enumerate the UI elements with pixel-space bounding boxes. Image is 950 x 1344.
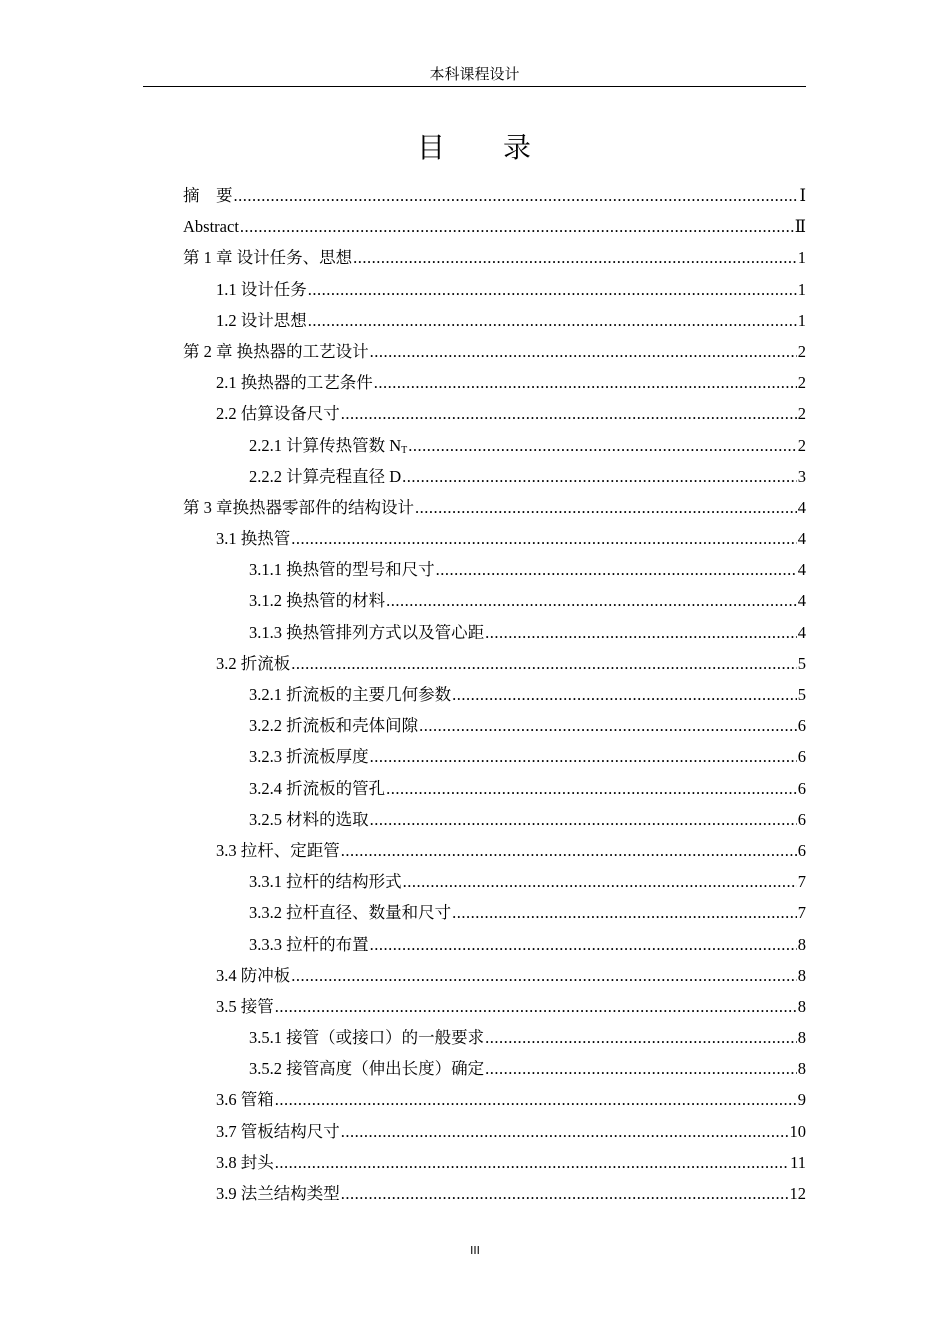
toc-entry-label <box>216 991 274 1022</box>
toc-entry[interactable] <box>183 991 806 1022</box>
toc-entry[interactable] <box>183 398 806 429</box>
toc-entry[interactable] <box>183 1147 806 1178</box>
toc-entry-label <box>249 1053 484 1084</box>
toc-entry-label <box>216 1116 340 1147</box>
toc-leader-dots <box>374 367 797 398</box>
toc-entry-label <box>216 1178 340 1209</box>
toc-entry-label-text: 3.9 法兰结构类型 <box>216 1184 340 1203</box>
toc-entry[interactable] <box>183 960 806 991</box>
toc-leader-dots <box>485 1022 797 1053</box>
toc-entry-page: 2 <box>797 341 806 361</box>
toc-entry-label-text: 3.8 封头 <box>216 1152 274 1172</box>
toc-entry[interactable] <box>183 929 806 960</box>
toc-leader-dots <box>370 929 797 960</box>
toc-entry-label <box>249 585 385 616</box>
toc-entry-label-text: 3.2.5 材料的选取 <box>249 809 369 829</box>
toc-entry-label <box>216 305 307 336</box>
toc-entry-page: 4 <box>797 529 806 549</box>
toc-leader-dots <box>386 585 797 616</box>
toc-entry[interactable] <box>183 1084 806 1115</box>
toc-entry[interactable] <box>183 523 806 554</box>
toc-leader-dots <box>386 773 797 804</box>
page-number: III <box>470 1244 480 1257</box>
toc-entry[interactable] <box>183 492 806 523</box>
toc-entry-label-text: 3.1.1 换热管的型号和尺寸 <box>249 560 435 580</box>
toc-entry-page: 6 <box>797 747 806 767</box>
toc-entry-label-text: 3.2 折流板 <box>216 653 291 673</box>
toc-title <box>0 128 950 168</box>
toc-entry[interactable] <box>183 648 806 679</box>
toc-entry-label-text: 3.2.2 折流板和壳体间隙 <box>249 716 419 736</box>
toc-leader-dots <box>275 1147 789 1178</box>
toc-leader-dots <box>370 741 797 772</box>
toc-leader-dots <box>353 242 797 273</box>
toc-entry-label-text: 2.1 换热器的工艺条件 <box>216 373 373 393</box>
toc-entry[interactable] <box>183 336 806 367</box>
toc-entry-label-text: 2.2.2 计算壳程直径 D <box>249 466 402 486</box>
toc-entry-label-text: 第 2 章 换热器的工艺设计 <box>183 341 369 361</box>
toc-entry-label <box>249 804 369 835</box>
toc-entry-page: 1 <box>797 248 806 268</box>
toc-entry[interactable] <box>183 274 806 305</box>
toc-leader-dots <box>370 804 797 835</box>
toc-entry[interactable] <box>183 773 806 804</box>
toc-entry-label <box>183 492 414 523</box>
toc-entry[interactable] <box>183 180 806 211</box>
toc-entry-page: Ⅱ <box>794 217 806 237</box>
toc-entry-page: 4 <box>797 560 806 580</box>
toc-entry-page: 4 <box>797 497 806 517</box>
header-rule <box>143 86 806 87</box>
toc-entry-label-text: 2.2.1 计算传热管数 N <box>249 435 402 455</box>
toc-entry-page: 1 <box>797 310 806 330</box>
toc-entry[interactable] <box>183 211 806 242</box>
toc-leader-dots <box>452 679 797 710</box>
toc-leader-dots <box>291 960 797 991</box>
toc-entry-page: 8 <box>797 934 806 954</box>
toc-entry-label-text: 第 1 章 设计任务、思想 <box>183 248 353 268</box>
toc-entry[interactable] <box>183 1022 806 1053</box>
toc-entry[interactable] <box>183 305 806 336</box>
toc-leader-dots <box>452 897 797 928</box>
toc-entry[interactable] <box>183 679 806 710</box>
toc-entry-label <box>249 773 385 804</box>
toc-entry-page: 8 <box>797 996 806 1016</box>
toc-entry-label-text: 1.1 设计任务 <box>216 279 307 299</box>
toc-entry[interactable] <box>183 835 806 866</box>
toc-entry-page: 4 <box>797 591 806 611</box>
toc-title-part2: 录 <box>503 131 534 164</box>
toc-leader-dots <box>402 461 797 492</box>
toc-entry-label <box>216 1147 274 1178</box>
toc-entry-page: 6 <box>797 778 806 798</box>
toc-entry-label-subscript: T <box>401 444 408 456</box>
toc-entry[interactable] <box>183 430 806 461</box>
toc-entry[interactable] <box>183 1116 806 1147</box>
toc-leader-dots <box>419 710 797 741</box>
toc-entry-page: 6 <box>797 840 806 860</box>
toc-entry-page: 2 <box>797 404 806 424</box>
toc-entry-label-text: 3.6 管箱 <box>216 1090 274 1110</box>
toc-entry-label-text: 第 3 章换热器零部件的结构设计 <box>183 497 414 517</box>
toc-entry-label-text: 3.1.2 换热管的材料 <box>249 591 386 611</box>
toc-entry-page: 12 <box>789 1184 806 1203</box>
toc-entry-label-text: 3.5 接管 <box>216 996 274 1016</box>
toc-entry-label <box>183 180 233 211</box>
toc-entry-label-text: 3.1.3 换热管排列方式以及管心距 <box>249 622 485 642</box>
toc-leader-dots <box>291 648 797 679</box>
toc-leader-dots <box>415 492 797 523</box>
toc-entry-label <box>216 367 373 398</box>
toc-entry-label-text: 3.3.2 拉杆直径、数量和尺寸 <box>249 903 452 923</box>
toc-entry-label <box>183 211 239 242</box>
toc-entry-label <box>249 897 451 928</box>
toc-entry-page: 1 <box>797 279 806 299</box>
toc-entry-label-text: 3.2.4 折流板的管孔 <box>249 778 386 798</box>
toc-entry-page: 6 <box>797 716 806 736</box>
toc-leader-dots <box>341 835 797 866</box>
toc-entry-label-text: 3.5.1 接管（或接口）的一般要求 <box>249 1028 485 1048</box>
toc-leader-dots <box>370 336 797 367</box>
toc-entry[interactable] <box>183 741 806 772</box>
toc-entry-page: 8 <box>797 1028 806 1048</box>
toc-entry[interactable] <box>183 804 806 835</box>
toc-leader-dots <box>408 430 796 461</box>
toc-entry-page: 9 <box>797 1090 806 1110</box>
toc-entry-label <box>249 929 369 960</box>
toc-entry-page: 3 <box>797 466 806 486</box>
toc-leader-dots <box>275 991 797 1022</box>
toc-entry-label <box>249 617 484 648</box>
toc-entry[interactable] <box>183 1053 806 1084</box>
toc-entry-label-text: 3.1 换热管 <box>216 529 291 549</box>
toc-entry-page: 4 <box>797 622 806 642</box>
toc-entry-label-text: 1.2 设计思想 <box>216 310 307 330</box>
toc-entry-label-text: 3.4 防冲板 <box>216 965 291 985</box>
toc-entry[interactable] <box>183 617 806 648</box>
toc-entry[interactable] <box>183 866 806 897</box>
toc-entry[interactable] <box>183 897 806 928</box>
toc-leader-dots <box>341 1178 789 1209</box>
toc-leader-dots <box>234 180 799 211</box>
toc-leader-dots <box>485 1053 797 1084</box>
toc-leader-dots <box>341 398 797 429</box>
toc-entry[interactable] <box>183 242 806 273</box>
toc-entry-label <box>216 398 340 429</box>
toc-entry-label <box>183 336 369 367</box>
toc-entry-page: 8 <box>797 965 806 985</box>
toc-entry-label <box>249 741 369 772</box>
toc-entry-label-text: 3.7 管板结构尺寸 <box>216 1121 340 1141</box>
toc-entry-label <box>216 274 307 305</box>
toc-leader-dots <box>275 1084 797 1115</box>
toc-entry[interactable] <box>183 461 806 492</box>
toc-entry[interactable] <box>183 585 806 616</box>
toc-entry-label <box>249 461 401 492</box>
toc-leader-dots <box>308 274 797 305</box>
toc-entry-label-text: 3.2.1 折流板的主要几何参数 <box>249 685 452 704</box>
toc-entry-page: 11 <box>790 1152 806 1172</box>
toc-title-part1: 目 <box>416 131 447 164</box>
toc-entry-label-text: 3.2.3 折流板厚度 <box>249 747 369 767</box>
toc-entry-label <box>249 1022 484 1053</box>
toc-leader-dots <box>308 305 797 336</box>
toc-entry-label-text: 3.3.1 拉杆的结构形式 <box>249 872 402 892</box>
toc-entry-page: 7 <box>797 903 806 923</box>
toc-entry[interactable] <box>183 554 806 585</box>
toc-entry[interactable] <box>183 367 806 398</box>
toc-entry-page: 10 <box>789 1121 806 1141</box>
toc-entry-label <box>249 554 435 585</box>
toc-entry-label-text: Abstract <box>183 217 239 237</box>
toc-entry-label <box>216 960 290 991</box>
toc-entry-label <box>249 710 418 741</box>
toc-entry-page: Ⅰ <box>799 186 806 205</box>
toc-entry-label <box>249 679 451 710</box>
page-header: 本科课程设计 <box>429 65 520 83</box>
toc-entry-label-text: 3.3 拉杆、定距管 <box>216 840 340 860</box>
toc-entry-page: 7 <box>797 872 806 892</box>
toc-entry-page: 8 <box>797 1059 806 1079</box>
toc-leader-dots <box>341 1116 789 1147</box>
toc-entry-label-text: 3.5.2 接管高度（伸出长度）确定 <box>249 1059 485 1079</box>
toc-entry[interactable] <box>183 1178 806 1209</box>
toc-entry-label <box>216 648 290 679</box>
toc-entry-label-text: 2.2 估算设备尺寸 <box>216 404 340 424</box>
toc-entry-page: 5 <box>797 653 806 673</box>
toc-leader-dots <box>403 866 797 897</box>
toc-entry-page: 5 <box>797 685 806 704</box>
toc-entry-page: 6 <box>797 809 806 829</box>
toc-leader-dots <box>436 554 797 585</box>
toc-entry-page: 2 <box>797 373 806 393</box>
toc-entry[interactable] <box>183 710 806 741</box>
toc-leader-dots <box>291 523 797 554</box>
toc-entry-label <box>216 1084 274 1115</box>
toc-entry-label-text: 摘 要 <box>183 186 233 205</box>
toc-leader-dots <box>485 617 797 648</box>
toc-entry-page: 2 <box>797 435 806 455</box>
toc-entry-label <box>216 835 340 866</box>
toc-entry-label <box>249 866 402 897</box>
table-of-contents <box>183 180 806 1209</box>
toc-leader-dots <box>240 211 794 242</box>
toc-entry-label-text: 3.3.3 拉杆的布置 <box>249 934 369 954</box>
toc-entry-label <box>216 523 290 554</box>
toc-entry-label <box>183 242 352 273</box>
